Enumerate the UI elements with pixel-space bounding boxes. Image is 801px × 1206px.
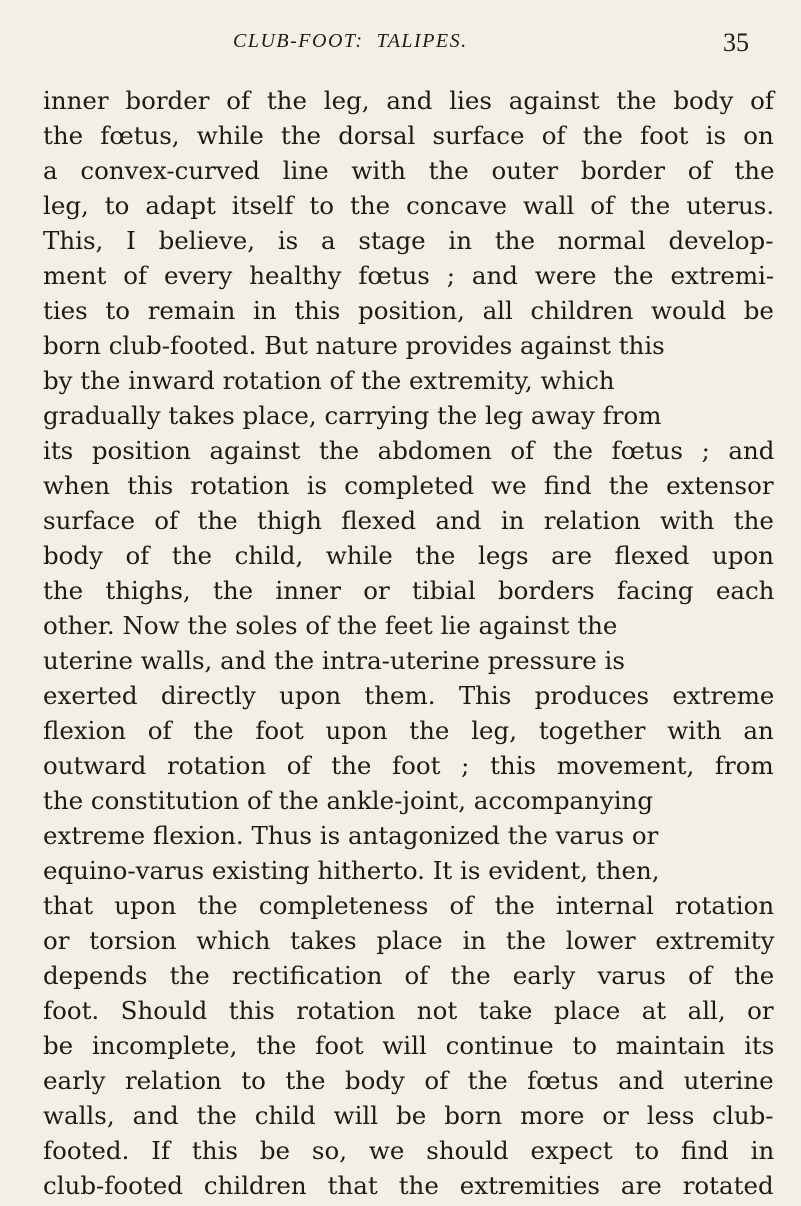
text-line: This, I believe, is a stage in the normal develop-	[43, 226, 774, 255]
text-line: uterine walls, and the intra-uterine pressure is	[43, 646, 625, 675]
text-line: exerted directly upon them. This produces extreme	[43, 681, 775, 710]
text-line: surface of the thigh flexed and in relation with the	[43, 506, 774, 535]
text-line: club-footed children that the extremities are rotated	[43, 1171, 774, 1200]
text-line: inner border of the leg, and lies against the body of	[43, 86, 774, 115]
text-line: the fœtus, while the dorsal surface of the foot is on	[43, 121, 774, 150]
text-line: flexion of the foot upon the leg, together with an	[43, 716, 774, 745]
text-line: equino-varus existing hitherto. It is evident, then,	[43, 856, 660, 885]
page-number: 35	[723, 28, 749, 57]
text-line: its position against the abdomen of the fœtus ; and	[43, 436, 775, 465]
text-line: extreme flexion. Thus is antagonized the varus or	[43, 821, 659, 850]
text-line: the thighs, the inner or tibial borders facing each	[43, 576, 775, 605]
text-line: ment of every healthy fœtus ; and were the extremi-	[43, 261, 775, 290]
text-line: be incomplete, the foot will continue to maintain its	[43, 1031, 775, 1060]
text-line: other. Now the soles of the feet lie against the	[43, 611, 618, 640]
text-line: depends the rectification of the early varus of the	[43, 961, 775, 990]
text-line: foot. Should this rotation not take place at all, or	[43, 996, 774, 1025]
text-line: by the inward rotation of the extremity, which	[43, 366, 615, 395]
text-line: ties to remain in this position, all children would be	[43, 296, 774, 325]
text-line: leg, to adapt itself to the concave wall of the uterus.	[43, 191, 775, 220]
text-line: or torsion which takes place in the lower extremity	[43, 926, 775, 955]
text-line: when this rotation is completed we find the extensor	[43, 471, 774, 500]
text-line: the constitution of the ankle-joint, accompanying	[43, 786, 654, 815]
running-head-title: CLUB-FOOT: TALIPES.	[233, 30, 468, 52]
text-line: early relation to the body of the fœtus and uterine	[43, 1066, 774, 1095]
text-line: that upon the completeness of the internal rotation	[43, 891, 775, 920]
text-line: outward rotation of the foot ; this movement, from	[43, 751, 774, 780]
text-line: footed. If this be so, we should expect to find in	[43, 1136, 775, 1165]
text-line: a convex-curved line with the outer border of the	[43, 156, 775, 185]
text-line: body of the child, while the legs are flexed upon	[43, 541, 774, 570]
text-line: walls, and the child will be born more or less club-	[43, 1101, 774, 1130]
text-line: born club-footed. But nature provides against this	[43, 331, 665, 360]
text-line: gradually takes place, carrying the leg away from	[43, 401, 662, 430]
